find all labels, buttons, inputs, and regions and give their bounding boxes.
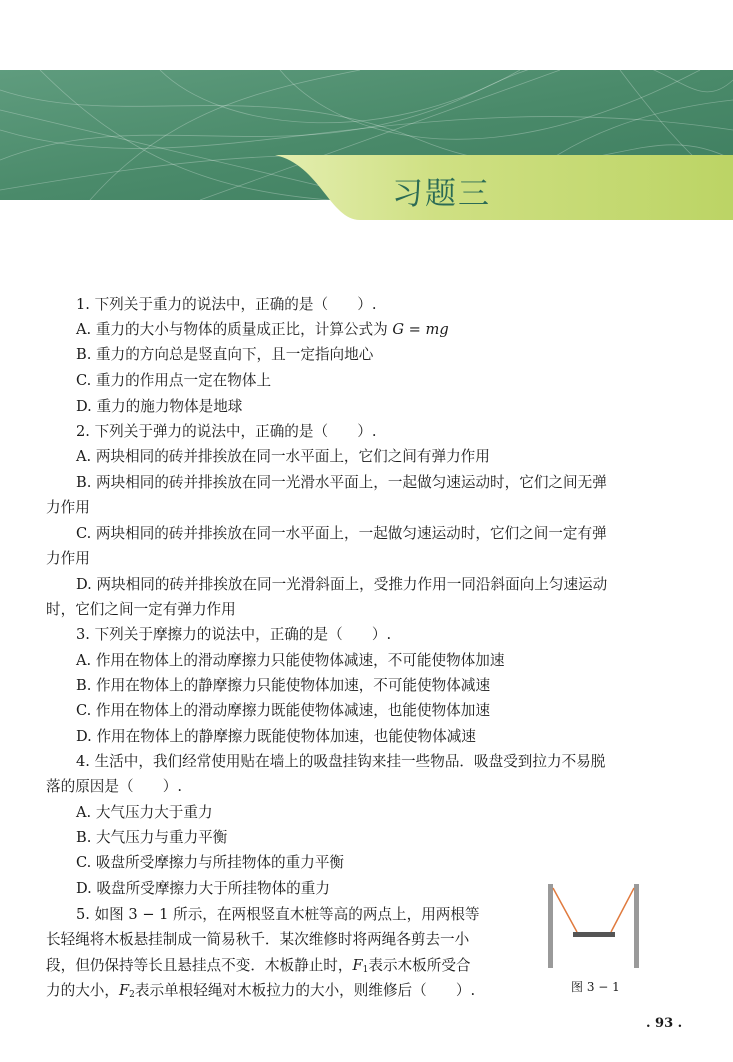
right-post: [634, 884, 639, 968]
q5-line3: 段，但仍保持等长且悬挂点不变．木板静止时，$F_1$表示木板所受合: [46, 957, 471, 975]
page-number: . 93 .: [646, 1016, 683, 1031]
right-rope: [611, 888, 634, 932]
left-rope: [553, 888, 577, 932]
q2-option-c-line1: C. 两块相同的砖并排挨放在同一水平面上，一起做匀速运动时，它们之间一定有弹: [76, 525, 607, 542]
q2-option-c-line2: 力作用: [46, 550, 90, 567]
q5-line2: 长轻绳将木板悬挂制成一简易秋千．某次维修时将两绳各剪去一小: [46, 931, 470, 948]
q1-option-d: D. 重力的施力物体是地球: [76, 398, 243, 415]
q2-option-a: A. 两块相同的砖并排挨放在同一水平面上，它们之间有弹力作用: [76, 448, 490, 465]
swing-board: [573, 932, 615, 937]
q1-option-a: A. 重力的大小与物体的质量成正比，计算公式为 G = mg: [76, 321, 449, 338]
q1-stem: 1. 下列关于重力的说法中，正确的是（ ）.: [76, 296, 377, 313]
q3-option-a: A. 作用在物体上的滑动摩擦力只能使物体减速，不可能使物体加速: [76, 652, 505, 669]
q3-option-c: C. 作用在物体上的滑动摩擦力既能使物体减速，也能使物体加速: [76, 702, 490, 719]
q1-option-c: C. 重力的作用点一定在物体上: [76, 372, 272, 389]
swing-figure: [545, 880, 643, 970]
q3-stem: 3. 下列关于摩擦力的说法中，正确的是（ ）.: [76, 626, 392, 643]
q4-option-b: B. 大气压力与重力平衡: [76, 829, 228, 846]
q2-option-d-line2: 时，它们之间一定有弹力作用: [46, 601, 236, 618]
q5-line1: 5. 如图 3 − 1 所示，在两根竖直木桩等高的两点上，用两根等: [76, 906, 480, 923]
section-title: 习题三: [392, 176, 491, 212]
q2-option-d-line1: D. 两块相同的砖并排挨放在同一光滑斜面上，受推力作用一同沿斜面向上匀速运动: [76, 576, 608, 593]
q4-stem-line2: 落的原因是（ ）.: [46, 778, 182, 795]
q5-line4: 力的大小，$F_2$表示单根轻绳对木板拉力的大小，则维修后（ ）.: [46, 982, 476, 1000]
q1-option-b: B. 重力的方向总是竖直向下，且一定指向地心: [76, 346, 374, 363]
q2-option-b-line2: 力作用: [46, 499, 90, 516]
figure-caption: 图 3 − 1: [571, 980, 620, 994]
left-post: [548, 884, 553, 968]
q3-option-d: D. 作用在物体上的静摩擦力既能使物体加速，也能使物体减速: [76, 728, 476, 745]
q4-option-d: D. 吸盘所受摩擦力大于所挂物体的重力: [76, 880, 330, 897]
q4-stem-line1: 4. 生活中，我们经常使用贴在墙上的吸盘挂钩来挂一些物品．吸盘受到拉力不易脱: [76, 753, 606, 770]
q2-stem: 2. 下列关于弹力的说法中，正确的是（ ）.: [76, 423, 377, 440]
q3-option-b: B. 作用在物体上的静摩擦力只能使物体加速，不可能使物体减速: [76, 677, 491, 694]
q1-formula: G = mg: [392, 321, 449, 338]
q4-option-c: C. 吸盘所受摩擦力与所挂物体的重力平衡: [76, 854, 345, 871]
q2-option-b-line1: B. 两块相同的砖并排挨放在同一光滑水平面上，一起做匀速运动时，它们之间无弹: [76, 474, 607, 491]
q4-option-a: A. 大气压力大于重力: [76, 804, 213, 821]
